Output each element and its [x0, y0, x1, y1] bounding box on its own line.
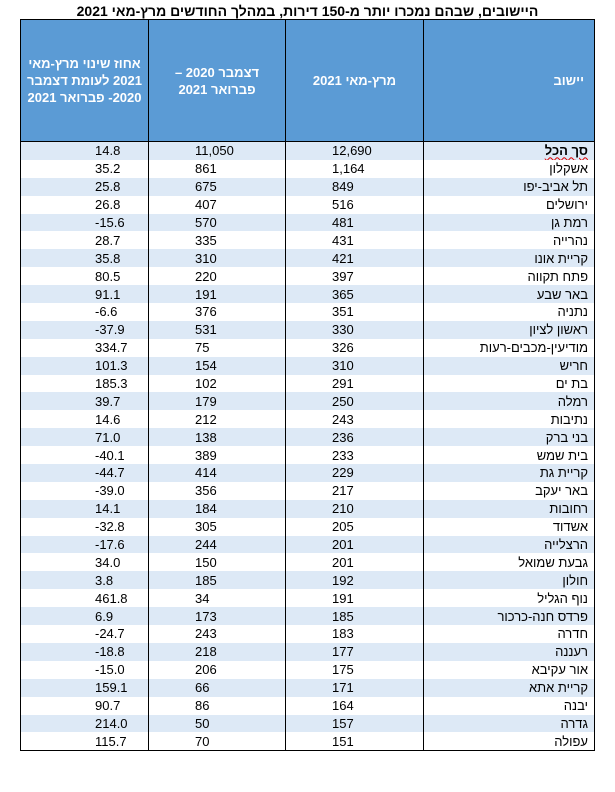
cell-pct-change: -24.7: [21, 625, 149, 643]
cell-mar-may: 250: [286, 392, 424, 410]
cell-town: נתיבות: [424, 410, 595, 428]
cell-mar-may: 171: [286, 679, 424, 697]
cell-mar-may: 516: [286, 196, 424, 214]
cell-town: גבעת שמואל: [424, 553, 595, 571]
cell-mar-may: 210: [286, 500, 424, 518]
cell-town: חדרה: [424, 625, 595, 643]
cell-town: בת ים: [424, 375, 595, 393]
table-row: [21, 339, 595, 357]
cell-town: מודיעין-מכבים-רעות: [424, 339, 595, 357]
cell-pct-change: 35.2: [21, 160, 149, 178]
table-row: [21, 267, 595, 285]
cell-mar-may: 233: [286, 446, 424, 464]
cell-mar-may: 151: [286, 732, 424, 750]
table-row: [21, 160, 595, 178]
cell-pct-change: 26.8: [21, 196, 149, 214]
table-row: [21, 392, 595, 410]
cell-mar-may: 330: [286, 321, 424, 339]
cell-pct-change: 28.7: [21, 231, 149, 249]
cell-pct-change: -6.6: [21, 303, 149, 321]
cell-mar-may: 157: [286, 715, 424, 733]
cell-mar-may: 365: [286, 285, 424, 303]
cell-pct-change: 6.9: [21, 607, 149, 625]
cell-mar-may: 849: [286, 178, 424, 196]
table-row: [21, 196, 595, 214]
table-row: [21, 553, 595, 571]
cell-mar-may: 431: [286, 231, 424, 249]
cell-dec-feb: 154: [149, 357, 286, 375]
cell-town: קריית גת: [424, 464, 595, 482]
cell-pct-change: 14.1: [21, 500, 149, 518]
cell-dec-feb: 75: [149, 339, 286, 357]
cell-dec-feb: 335: [149, 231, 286, 249]
cell-pct-change: 25.8: [21, 178, 149, 196]
table-row: [21, 715, 595, 733]
header-pct-change: אחוז שינוי מרץ-מאי 2021 לעומת דצמבר 2020- פברואר 2021: [21, 20, 149, 142]
cell-dec-feb: 407: [149, 196, 286, 214]
cell-town: יבנה: [424, 697, 595, 715]
table-row: [21, 214, 595, 232]
cell-dec-feb: 220: [149, 267, 286, 285]
cell-pct-change: 14.8: [21, 142, 149, 160]
cell-pct-change: 39.7: [21, 392, 149, 410]
cell-pct-change: -17.6: [21, 536, 149, 554]
cell-pct-change: 185.3: [21, 375, 149, 393]
cell-town: רחובות: [424, 500, 595, 518]
cell-dec-feb: 305: [149, 518, 286, 536]
cell-mar-may: 291: [286, 375, 424, 393]
cell-dec-feb: 70: [149, 732, 286, 750]
table-row: [21, 571, 595, 589]
cell-mar-may: 201: [286, 553, 424, 571]
sales-table: [20, 19, 595, 751]
cell-mar-may: 243: [286, 410, 424, 428]
cell-mar-may: 164: [286, 697, 424, 715]
cell-town: נהרייה: [424, 231, 595, 249]
cell-town: חריש: [424, 357, 595, 375]
table-row: [21, 464, 595, 482]
cell-pct-change: 115.7: [21, 732, 149, 750]
cell-pct-change: 90.7: [21, 697, 149, 715]
cell-dec-feb: 191: [149, 285, 286, 303]
cell-pct-change: 91.1: [21, 285, 149, 303]
cell-dec-feb: 184: [149, 500, 286, 518]
cell-mar-may: 183: [286, 625, 424, 643]
cell-town: חולון: [424, 571, 595, 589]
table-row: [21, 589, 595, 607]
table-row: [21, 285, 595, 303]
cell-town: קריית אתא: [424, 679, 595, 697]
cell-town: פרדס חנה-כרכור: [424, 607, 595, 625]
header-town: יישוב: [424, 20, 595, 142]
table-row: [21, 249, 595, 267]
table-row: [21, 231, 595, 249]
cell-dec-feb: 102: [149, 375, 286, 393]
cell-dec-feb: 570: [149, 214, 286, 232]
header-mar-may: מרץ-מאי 2021: [286, 20, 424, 142]
table-row: [21, 357, 595, 375]
cell-dec-feb: 861: [149, 160, 286, 178]
cell-dec-feb: 150: [149, 553, 286, 571]
cell-pct-change: 14.6: [21, 410, 149, 428]
cell-town: פתח תקווה: [424, 267, 595, 285]
cell-town: רמלה: [424, 392, 595, 410]
table-row: [21, 607, 595, 625]
table-row: [21, 536, 595, 554]
cell-dec-feb: 376: [149, 303, 286, 321]
cell-town: בית שמש: [424, 446, 595, 464]
header-dec-feb: דצמבר 2020 – פברואר 2021: [149, 20, 286, 142]
cell-mar-may: 192: [286, 571, 424, 589]
cell-pct-change: 214.0: [21, 715, 149, 733]
cell-pct-change: -32.8: [21, 518, 149, 536]
cell-town: רמת גן: [424, 214, 595, 232]
cell-dec-feb: 179: [149, 392, 286, 410]
cell-mar-may: 12,690: [286, 142, 424, 160]
table-row: [21, 679, 595, 697]
cell-pct-change: 461.8: [21, 589, 149, 607]
cell-mar-may: 191: [286, 589, 424, 607]
cell-dec-feb: 206: [149, 661, 286, 679]
cell-dec-feb: 244: [149, 536, 286, 554]
page-title: היישובים, שבהם נמכרו יותר מ-150 דירות, במהלך החודשים מרץ-מאי 2021: [76, 3, 539, 19]
cell-town: הרצלייה: [424, 536, 595, 554]
cell-mar-may: 185: [286, 607, 424, 625]
cell-town: רעננה: [424, 643, 595, 661]
table-row: [21, 500, 595, 518]
table-row: [21, 321, 595, 339]
table-row: [21, 303, 595, 321]
cell-mar-may: 217: [286, 482, 424, 500]
cell-mar-may: 421: [286, 249, 424, 267]
cell-pct-change: -15.0: [21, 661, 149, 679]
cell-dec-feb: 173: [149, 607, 286, 625]
header-row: [21, 20, 595, 142]
cell-town: גדרה: [424, 715, 595, 733]
table-row: [21, 375, 595, 393]
cell-town: נוף הגליל: [424, 589, 595, 607]
cell-mar-may: 177: [286, 643, 424, 661]
cell-pct-change: 3.8: [21, 571, 149, 589]
cell-town: באר יעקב: [424, 482, 595, 500]
table-row: [21, 732, 595, 750]
cell-pct-change: 101.3: [21, 357, 149, 375]
table-row: [21, 178, 595, 196]
table-body: [21, 142, 595, 751]
cell-mar-may: 351: [286, 303, 424, 321]
cell-dec-feb: 86: [149, 697, 286, 715]
cell-town: ראשון לציון: [424, 321, 595, 339]
cell-town: נתניה: [424, 303, 595, 321]
cell-dec-feb: 66: [149, 679, 286, 697]
cell-dec-feb: 310: [149, 249, 286, 267]
table-header: [21, 20, 595, 142]
cell-dec-feb: 138: [149, 428, 286, 446]
cell-mar-may: 326: [286, 339, 424, 357]
cell-town: אשדוד: [424, 518, 595, 536]
table-row: [21, 661, 595, 679]
cell-dec-feb: 414: [149, 464, 286, 482]
cell-dec-feb: 34: [149, 589, 286, 607]
table-row: [21, 518, 595, 536]
cell-town: ירושלים: [424, 196, 595, 214]
table-row: [21, 625, 595, 643]
cell-town: אשקלון: [424, 160, 595, 178]
cell-pct-change: 71.0: [21, 428, 149, 446]
cell-town: אור עקיבא: [424, 661, 595, 679]
cell-town: באר שבע: [424, 285, 595, 303]
table-row: [21, 643, 595, 661]
cell-pct-change: -44.7: [21, 464, 149, 482]
cell-mar-may: 236: [286, 428, 424, 446]
cell-town: קריית אונו: [424, 249, 595, 267]
cell-pct-change: 34.0: [21, 553, 149, 571]
table-row: [21, 142, 595, 160]
cell-dec-feb: 531: [149, 321, 286, 339]
table-row: [21, 428, 595, 446]
table-row: [21, 446, 595, 464]
cell-pct-change: -40.1: [21, 446, 149, 464]
cell-dec-feb: 389: [149, 446, 286, 464]
cell-mar-may: 310: [286, 357, 424, 375]
cell-dec-feb: 243: [149, 625, 286, 643]
cell-town: סך הכל: [424, 142, 595, 160]
cell-pct-change: -37.9: [21, 321, 149, 339]
cell-dec-feb: 218: [149, 643, 286, 661]
cell-dec-feb: 212: [149, 410, 286, 428]
cell-town: בני ברק: [424, 428, 595, 446]
cell-mar-may: 205: [286, 518, 424, 536]
cell-pct-change: -18.8: [21, 643, 149, 661]
cell-town: תל אביב-יפו: [424, 178, 595, 196]
table-row: [21, 410, 595, 428]
cell-mar-may: 481: [286, 214, 424, 232]
cell-dec-feb: 185: [149, 571, 286, 589]
cell-pct-change: 80.5: [21, 267, 149, 285]
cell-mar-may: 397: [286, 267, 424, 285]
cell-mar-may: 201: [286, 536, 424, 554]
cell-dec-feb: 356: [149, 482, 286, 500]
cell-mar-may: 1,164: [286, 160, 424, 178]
cell-pct-change: 334.7: [21, 339, 149, 357]
cell-town: עפולה: [424, 732, 595, 750]
cell-mar-may: 175: [286, 661, 424, 679]
cell-dec-feb: 675: [149, 178, 286, 196]
cell-pct-change: -39.0: [21, 482, 149, 500]
cell-dec-feb: 50: [149, 715, 286, 733]
cell-pct-change: -15.6: [21, 214, 149, 232]
cell-pct-change: 159.1: [21, 679, 149, 697]
table-row: [21, 697, 595, 715]
cell-mar-may: 229: [286, 464, 424, 482]
cell-dec-feb: 11,050: [149, 142, 286, 160]
cell-pct-change: 35.8: [21, 249, 149, 267]
table-row: [21, 482, 595, 500]
